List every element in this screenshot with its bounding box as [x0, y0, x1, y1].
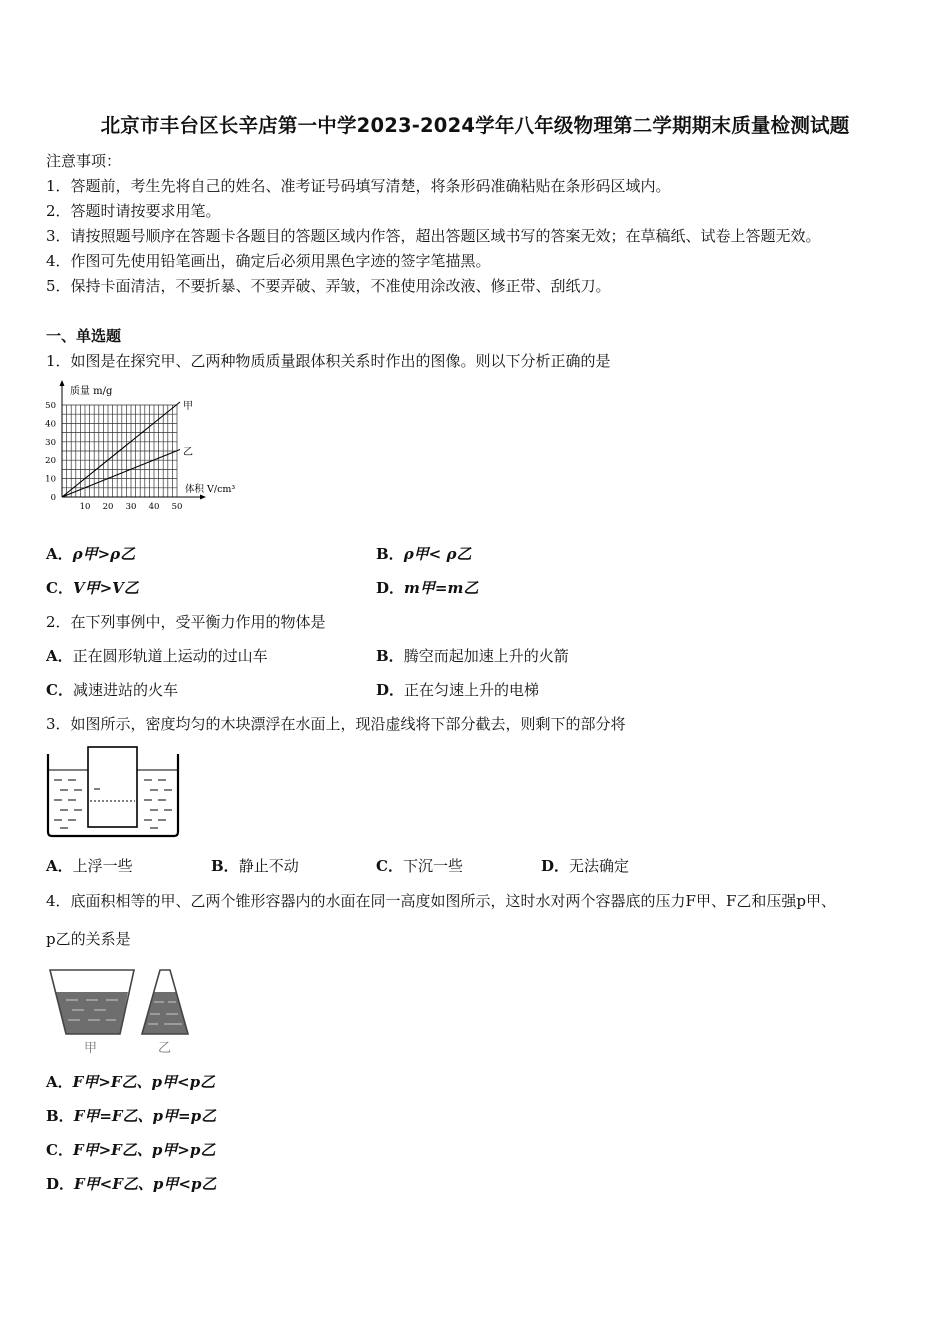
y-tick-label: 20: [45, 456, 56, 467]
q4-option-c[interactable]: C．F甲>F乙、p甲>p乙: [46, 1141, 216, 1159]
q2-stem: 2．在下列事例中，受平衡力作用的物体是: [46, 613, 326, 631]
wooden-block: [88, 747, 137, 827]
q1-option-a-text: ρ甲>ρ乙: [72, 545, 136, 563]
q1-mass-volume-graph: [40, 378, 260, 518]
note-item-1: 1．答题前，考生先将自己的姓名、准考证号码填写清楚，将条形码准确粘贴在条形码区域内。: [46, 177, 671, 195]
page-title: 北京市丰台区长辛店第一中学2023-2024学年八年级物理第二学期期末质量检测试题: [100, 114, 850, 137]
q2-option-b[interactable]: B．腾空而起加速上升的火箭: [376, 647, 569, 665]
q2-option-d-text: 正在匀速上升的电梯: [404, 681, 540, 699]
container-jia-water: [56, 992, 128, 1034]
x-tick-label: 20: [102, 502, 114, 512]
q3-option-d-text: 无法确定: [569, 857, 630, 875]
fig-label-yi: 乙: [158, 1041, 172, 1056]
x-tick-label: 40: [148, 502, 160, 512]
q1-option-b-text: ρ甲< ρ乙: [403, 545, 472, 563]
graph-y-tick-labels: [45, 401, 56, 503]
q1-option-d-text: m甲=m乙: [404, 579, 479, 597]
series-label-jia: 甲: [183, 401, 193, 412]
q4-cone-containers-figure: [46, 966, 216, 1056]
q3-option-c[interactable]: C．下沉一些: [376, 857, 463, 875]
note-item-4: 4．作图可先使用铅笔画出，确定后必须用黑色字迹的签字笔描黑。: [46, 252, 491, 270]
q4-option-b[interactable]: B．F甲=F乙、p甲=p乙: [46, 1107, 217, 1125]
series-label-yi: 乙: [183, 447, 193, 458]
note-item-5: 5．保持卡面清洁，不要折暴、不要弄破、弄皱，不准使用涂改液、修正带、刮纸刀。: [46, 277, 611, 295]
q2-option-a[interactable]: A．正在圆形轨道上运动的过山车: [46, 647, 268, 665]
note-item-3: 3．请按照题号顺序在答题卡各题目的答题区域内作答，超出答题区域书写的答案无效；在草稿纸、试卷上答题无效。: [46, 227, 821, 245]
series-line-yi: [62, 450, 180, 498]
q1-option-c-text: V甲>V乙: [72, 579, 139, 597]
q1-option-c[interactable]: C．V甲>V乙: [46, 579, 139, 597]
q4-stem-line2: p乙的关系是: [46, 930, 131, 948]
q3-option-b-text: 静止不动: [238, 857, 299, 875]
x-tick-label: 10: [79, 502, 91, 512]
q3-floating-block-figure: [44, 744, 184, 840]
graph-x-arrow: [200, 495, 206, 500]
q1-stem: 1．如图是在探究甲、乙两种物质质量跟体积关系时作出的图像。则以下分析正确的是: [46, 352, 611, 370]
y-tick-label: 10: [45, 474, 56, 485]
y-tick-label: 30: [45, 437, 56, 448]
q3-stem: 3．如图所示，密度均匀的木块漂浮在水面上，现沿虚线将下部分截去，则剩下的部分将: [46, 715, 626, 733]
note-item-2: 2．答题时请按要求用笔。: [46, 202, 221, 220]
series-line-jia: [62, 402, 180, 497]
q2-option-a-text: 正在圆形轨道上运动的过山车: [72, 647, 268, 665]
x-tick-label: 30: [125, 502, 137, 512]
notes-heading: 注意事项：: [46, 152, 122, 170]
q3-option-a[interactable]: A．上浮一些: [46, 857, 133, 875]
q3-option-a-text: 上浮一些: [72, 857, 133, 875]
q2-option-b-text: 腾空而起加速上升的火箭: [403, 647, 569, 665]
fig-label-jia: 甲: [84, 1041, 98, 1056]
q4-option-b-text: F甲=F乙、p甲=p乙: [73, 1107, 217, 1125]
q1-option-d[interactable]: D．m甲=m乙: [376, 579, 479, 597]
graph-y-label: 质量 m/g: [70, 386, 113, 397]
container-yi-water: [142, 992, 188, 1034]
q4-stem-line1: 4．底面积相等的甲、乙两个锥形容器内的水面在同一高度如图所示，这时水对两个容器底的压力F甲、F乙和压强p甲、: [46, 892, 836, 910]
section-heading: 一、单选题: [46, 327, 122, 345]
graph-x-label: 体积 V/cm³: [185, 484, 236, 495]
q4-option-a-text: F甲>F乙、p甲<p乙: [72, 1073, 216, 1091]
q4-option-d[interactable]: D．F甲<F乙、p甲<p乙: [46, 1175, 217, 1193]
q4-option-c-text: F甲>F乙、p甲>p乙: [72, 1141, 216, 1159]
q3-option-d[interactable]: D．无法确定: [541, 857, 630, 875]
q1-option-a[interactable]: A．ρ甲>ρ乙: [46, 545, 136, 563]
q1-option-b[interactable]: B．ρ甲< ρ乙: [376, 545, 472, 563]
graph-x-tick-labels: [80, 502, 183, 512]
q4-option-d-text: F甲<F乙、p甲<p乙: [74, 1175, 217, 1193]
y-tick-label: 50: [45, 401, 56, 411]
graph-y-arrow: [60, 380, 65, 386]
x-tick-label: 50: [171, 502, 183, 512]
q3-option-b[interactable]: B．静止不动: [211, 857, 299, 875]
y-tick-label: 0: [50, 493, 56, 503]
q2-option-c-text: 减速进站的火车: [72, 681, 178, 699]
y-tick-label: 40: [45, 419, 56, 430]
q2-option-d[interactable]: D．正在匀速上升的电梯: [376, 681, 540, 699]
q2-option-c[interactable]: C．减速进站的火车: [46, 681, 178, 699]
q3-option-c-text: 下沉一些: [402, 857, 463, 875]
q4-option-a[interactable]: A．F甲>F乙、p甲<p乙: [46, 1073, 216, 1091]
